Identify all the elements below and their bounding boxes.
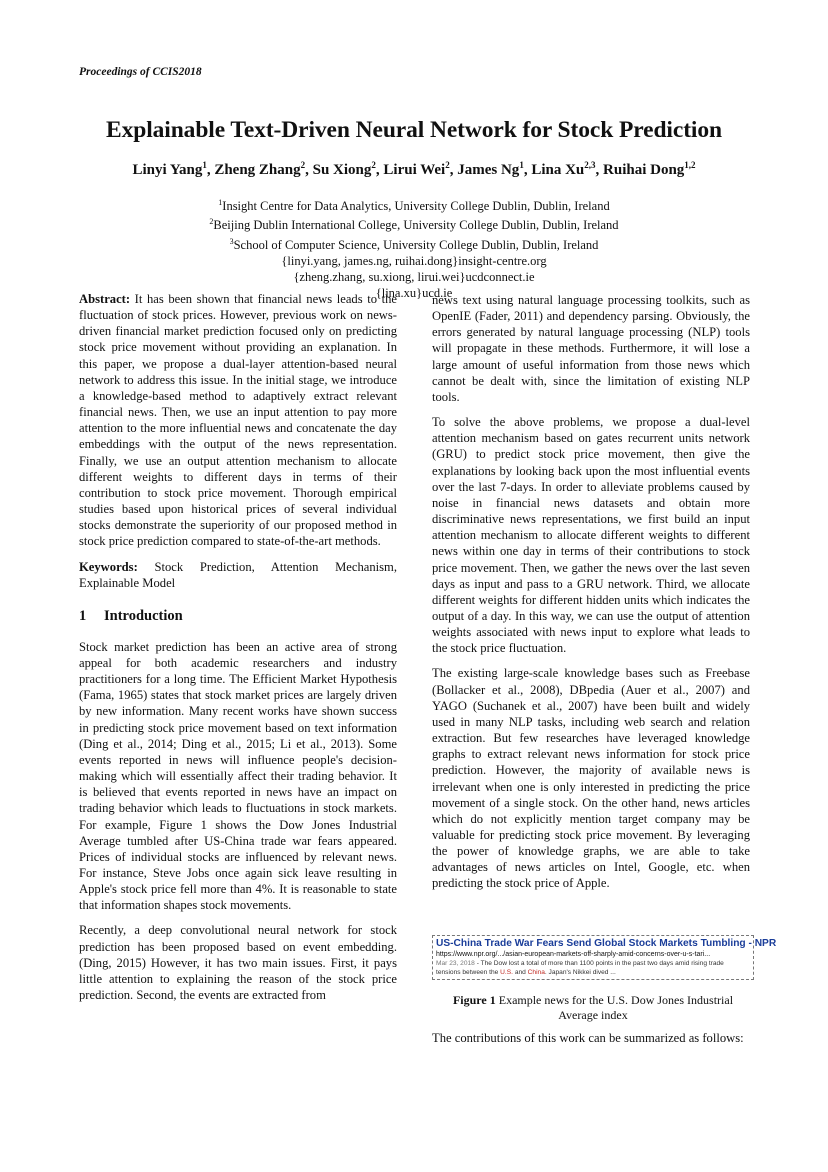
affiliations	[0, 195, 828, 302]
figure-caption-text: Example news for the U.S. Dow Jones Industrial Average index	[495, 993, 734, 1022]
intro-paragraph-2: Recently, a deep convolutional neural network for stock prediction has been proposed based on event embedding. (Ding, 2015) However, it has two main issues. First, it pays little attention to explaining the reason of the stock price prediction. Second, the events are extracted from	[79, 923, 397, 1003]
news-snippet-text: and	[512, 969, 528, 976]
running-head: Proceedings of CCIS2018	[79, 66, 202, 78]
news-date: Mar 23, 2018	[436, 960, 475, 967]
affiliation-text: Insight Centre for Data Analytics, University College Dublin, Dublin, Ireland	[222, 199, 610, 214]
news-snippet-highlight: China	[527, 969, 545, 976]
affiliation-text: Beijing Dublin International College, University College Dublin, Dublin, Ireland	[213, 218, 619, 233]
author-affil-mark: 1	[202, 160, 207, 170]
left-column	[79, 291, 397, 1003]
right-column	[432, 292, 750, 892]
keywords-text: Stock Prediction, Attention Mechanism, Explainable Model	[79, 559, 397, 590]
author-list: Linyi Yang$^1$, Zheng Zhang$^2$, Su Xiong$^2$, Lirui Wei$^2$, James Ng$^1$, Lina Xu$^{2,3}$, Ruihai Dong$^{1,2}$	[132, 160, 696, 178]
author-affil-mark: 2	[445, 160, 450, 170]
email-line: {linyi.yang, james.ng, ruihai.dong}insight-centre.org	[281, 254, 547, 269]
intro-paragraph-2-continued: news text using natural language processing toolkits, such as OpenIE (Fader, 2011) and dependency parsing. Obviously, the errors generated by natural language processing (NLP) tools will propagate in these methods. Furthermore, it will lose a large amount of useful information from those news which cannot be dealt with, since the limitation of existing NLP tools.	[432, 293, 750, 404]
intro-paragraph-4: The existing large-scale knowledge bases such as Freebase (Bollacker et al., 2008), DBpedia (Auer et al., 2007) and YAGO (Suchanek et al., 2007) have been built and widely used in many NLP tasks, including web search and relation extraction. But few researches have leveraged knowledge graphs to extract relevant news information for stock price prediction. However, the majority of available news is irrelevant when one is only interested in predicting the price movement of a single stock. On the other hand, news articles which do not explicitly mention target company may be valuable for predicting stock price movement. By leveraging the power of knowledge graphs, we are able to take advantages of news articles on Intel, Google, etc. when predicting the stock price of Apple.	[432, 666, 750, 891]
section-number: 1	[79, 607, 87, 624]
author-name: Su Xiong	[312, 162, 372, 178]
author-name: Linyi Yang	[132, 162, 203, 178]
news-snippet-highlight: U.S.	[500, 969, 513, 976]
news-headline: US-China Trade War Fears Send Global Stock Markets Tumbling - NPR	[436, 938, 777, 949]
keywords-label: Keywords:	[79, 559, 138, 574]
abstract	[79, 291, 397, 550]
news-snippet-text: . Japan's Nikkei dived ...	[544, 969, 616, 976]
news-snippet	[436, 959, 750, 977]
author-affil-mark: 1	[519, 160, 524, 170]
news-url: https://www.npr.org/.../asian-european-markets-off-sharply-amid-concerns-over-u-s-tari...	[436, 951, 711, 958]
email-line: {lina.xu}ucd.ie	[375, 286, 453, 301]
author-affil-mark: 1,2	[684, 160, 696, 170]
author-affil-mark: 2,3	[584, 160, 596, 170]
author-affil-mark: 2	[371, 160, 376, 170]
affiliation-line	[0, 214, 828, 233]
intro-paragraph-3: To solve the above problems, we propose a dual-level attention mechanism based on gates recurrent units network (GRU) to predict stock price movement, then give the explanations by looking back upon the most influential events over the last 7-days. In order to alleviate problems caused by noise in financial news datasets and obtain more discriminative news representations, we first build an input attention mechanism to allocate different weights to different news within one day in terms of their contributions to stock price movement. Then, we gather the news over the last seven days as input and pass to a GRU network. Third, we allocate different weights for different hidden units which indicates the output of a day. In this way, we can use the output of attention weights associated with news input to explore what leads to the stock price fluctuation.	[432, 415, 750, 656]
abstract-label: Abstract:	[79, 292, 131, 306]
figure-1-caption	[432, 993, 754, 1023]
author-name: Zheng Zhang	[214, 162, 301, 178]
affiliation-line	[0, 195, 828, 214]
affiliation-text: School of Computer Science, University College Dublin, Dublin, Ireland	[233, 237, 599, 252]
figure-1-news-snippet	[432, 935, 777, 980]
author-affil-mark: 2	[300, 160, 306, 170]
author-name: Lirui Wei	[383, 162, 446, 178]
affil-mark: 3	[229, 236, 234, 246]
author-name: Ruihai Dong	[603, 162, 685, 178]
section-title: Introduction	[104, 607, 183, 624]
author-name: James Ng	[457, 162, 520, 178]
intro-paragraph-1: Stock market prediction has been an active area of strong appeal for both academic researchers and industry practitioners for a long time. The Efficient Market Hypothesis (Fama, 1965) states that stock market prices are largely driven by new information. Many recent works have shown success in predicting stock price movement based on text information (Ding et al., 2014; Ding et al., 2015; Li et al., 2013). Some events reported in news will influence people's decision-making which will essentially affect their trading behavior. It is believed that events reported in news have an impact on trading behavior which leads to fluctuations in stock markets. For example, Figure 1 shows the Dow Jones Industrial Average tumbled after US-China trade war fears appeared. Prices of individual stocks are influenced by relevant news. For instance, Steve Jobs once again sick leave resulting in Apple's stock price fell more than 4%. It is reasonable to state that information shapes stock movements.	[79, 639, 397, 913]
email-line: {zheng.zhang, su.xiong, lirui.wei}ucdconnect.ie	[293, 270, 535, 285]
figure-label: Figure 1	[452, 993, 496, 1007]
intro-paragraph-5: The contributions of this work can be summarized as follows:	[432, 1031, 744, 1045]
paper-title: Explainable Text-Driven Neural Network for Stock Prediction	[106, 117, 722, 143]
keywords	[79, 559, 397, 591]
affil-mark: 2	[209, 217, 214, 227]
abstract-text: It has been shown that financial news leads to the fluctuation of stock prices. However, previous work on news-driven financial market prediction focused only on predicting stock price movement without providing an explanation. In this paper, we propose a dual-layer attention-based neural network to address this issue. In the initial stage, we introduce a knowledge-based method to adaptively extract relevant financial news. Then, we use an input attention to pay more attention to the more influential news and concatenate the day embeddings with the output of the news representation. Finally, we use an output attention mechanism to allocate different weights to different days in terms of their contribution to stock price movement. Thorough empirical studies based upon historical prices of several individual stocks demonstrate the superiority of our proposed method in stock price prediction compared to state-of-the-art methods.	[79, 292, 397, 549]
author-name: Lina Xu	[531, 162, 585, 178]
section-heading	[79, 607, 397, 625]
news-snippet-text: - The Dow lost a total of more than 1100 points in the past two days amid rising trade tensions between the	[436, 960, 724, 976]
affiliation-line	[0, 234, 828, 253]
affil-mark: 1	[218, 198, 223, 207]
